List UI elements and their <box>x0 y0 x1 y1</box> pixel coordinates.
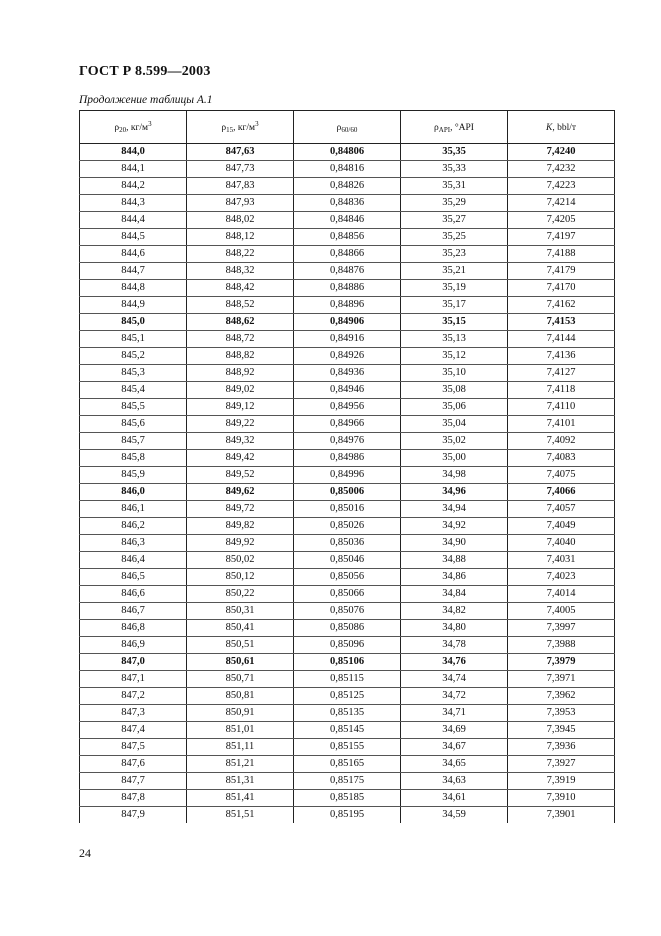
table-cell: 34,67 <box>401 739 508 756</box>
table-cell: 847,9 <box>80 807 187 824</box>
table-cell: 847,0 <box>80 654 187 671</box>
table-row <box>80 722 615 739</box>
table-cell: 0,85066 <box>294 586 401 603</box>
table-cell: 849,52 <box>187 467 294 484</box>
table-cell: 0,84956 <box>294 399 401 416</box>
table-cell: 849,82 <box>187 518 294 535</box>
table-cell: 844,8 <box>80 280 187 297</box>
column-header-rho6060: $\rho_{60/60}$ <box>294 111 401 144</box>
table-cell: 35,33 <box>401 161 508 178</box>
table-cell: 34,65 <box>401 756 508 773</box>
table-cell: 7,4092 <box>508 433 615 450</box>
table-cell: 7,4040 <box>508 535 615 552</box>
table-cell: 846,1 <box>80 501 187 518</box>
table-row <box>80 790 615 807</box>
page-number: 24 <box>79 846 91 860</box>
table-cell: 7,4162 <box>508 297 615 314</box>
table-cell: 35,12 <box>401 348 508 365</box>
table-cell: 7,3971 <box>508 671 615 688</box>
table-cell: 7,3910 <box>508 790 615 807</box>
table-cell: 7,4031 <box>508 552 615 569</box>
table-cell: 0,84896 <box>294 297 401 314</box>
table-cell: 35,10 <box>401 365 508 382</box>
table-cell: 845,4 <box>80 382 187 399</box>
table-cell: 848,32 <box>187 263 294 280</box>
table-cell: 35,19 <box>401 280 508 297</box>
table-cell: 7,3901 <box>508 807 615 824</box>
table-cell: 844,9 <box>80 297 187 314</box>
table-cell: 845,7 <box>80 433 187 450</box>
table-cell: 0,85175 <box>294 773 401 790</box>
table-cell: 35,31 <box>401 178 508 195</box>
table-cell: 35,02 <box>401 433 508 450</box>
table-cell: 0,85056 <box>294 569 401 586</box>
table-cell: 0,85106 <box>294 654 401 671</box>
table-cell: 849,12 <box>187 399 294 416</box>
table-cell: 848,22 <box>187 246 294 263</box>
table-row <box>80 756 615 773</box>
table-cell: 35,06 <box>401 399 508 416</box>
table-cell: 7,3945 <box>508 722 615 739</box>
table-cell: 847,4 <box>80 722 187 739</box>
table-cell: 0,84846 <box>294 212 401 229</box>
table-row <box>80 467 615 484</box>
table-cell: 7,4179 <box>508 263 615 280</box>
table-cell: 845,1 <box>80 331 187 348</box>
table-cell: 850,12 <box>187 569 294 586</box>
table-cell: 847,83 <box>187 178 294 195</box>
table-cell: 7,4153 <box>508 314 615 331</box>
table-cell: 7,4066 <box>508 484 615 501</box>
table-row <box>80 246 615 263</box>
table-cell: 35,27 <box>401 212 508 229</box>
table-row <box>80 501 615 518</box>
table-cell: 848,02 <box>187 212 294 229</box>
table-cell: 849,02 <box>187 382 294 399</box>
table-row <box>80 161 615 178</box>
table-cell: 845,3 <box>80 365 187 382</box>
table-cell: 7,3927 <box>508 756 615 773</box>
table-cell: 0,84816 <box>294 161 401 178</box>
table-cell: 7,3962 <box>508 688 615 705</box>
table-cell: 34,94 <box>401 501 508 518</box>
table-cell: 846,3 <box>80 535 187 552</box>
table-cell: 34,90 <box>401 535 508 552</box>
table-row <box>80 263 615 280</box>
table-row <box>80 229 615 246</box>
table-cell: 34,86 <box>401 569 508 586</box>
table-cell: 847,8 <box>80 790 187 807</box>
table-cell: 7,4101 <box>508 416 615 433</box>
table-cell: 847,73 <box>187 161 294 178</box>
table-cell: 34,61 <box>401 790 508 807</box>
table-cell: 0,85016 <box>294 501 401 518</box>
table-row <box>80 552 615 569</box>
table-cell: 34,72 <box>401 688 508 705</box>
table-cell: 35,35 <box>401 144 508 161</box>
table-cell: 34,74 <box>401 671 508 688</box>
table-cell: 850,51 <box>187 637 294 654</box>
document-id: ГОСТ Р 8.599—2003 <box>79 64 211 79</box>
table-row <box>80 382 615 399</box>
table-cell: 0,84856 <box>294 229 401 246</box>
table-cell: 845,0 <box>80 314 187 331</box>
table-cell: 846,8 <box>80 620 187 637</box>
column-header-rho15: $\rho_{15}$, $кг/м^3$ <box>187 111 294 144</box>
table-cell: 7,3919 <box>508 773 615 790</box>
table-cell: 34,76 <box>401 654 508 671</box>
table-cell: 847,7 <box>80 773 187 790</box>
table-cell: 7,4075 <box>508 467 615 484</box>
table-row <box>80 535 615 552</box>
table-cell: 35,08 <box>401 382 508 399</box>
table-cell: 0,84916 <box>294 331 401 348</box>
table-cell: 0,85195 <box>294 807 401 824</box>
table-cell: 34,82 <box>401 603 508 620</box>
table-cell: 848,42 <box>187 280 294 297</box>
table-cell: 0,84826 <box>294 178 401 195</box>
table-cell: 7,4188 <box>508 246 615 263</box>
table-cell: 851,11 <box>187 739 294 756</box>
table-cell: 34,98 <box>401 467 508 484</box>
table-cell: 850,22 <box>187 586 294 603</box>
table-cell: 0,85135 <box>294 705 401 722</box>
table-cell: 847,93 <box>187 195 294 212</box>
table-row <box>80 518 615 535</box>
table-cell: 844,2 <box>80 178 187 195</box>
table-cell: 846,4 <box>80 552 187 569</box>
table-cell: 851,21 <box>187 756 294 773</box>
table-cell: 35,17 <box>401 297 508 314</box>
table-cell: 7,4118 <box>508 382 615 399</box>
table-row <box>80 586 615 603</box>
table-row <box>80 416 615 433</box>
table-cell: 0,85096 <box>294 637 401 654</box>
table-cell: 844,1 <box>80 161 187 178</box>
table-cell: 0,84966 <box>294 416 401 433</box>
table-cell: 0,85036 <box>294 535 401 552</box>
table-cell: 846,2 <box>80 518 187 535</box>
table-cell: 851,31 <box>187 773 294 790</box>
table-row <box>80 178 615 195</box>
table-cell: 846,5 <box>80 569 187 586</box>
table-cell: 0,84946 <box>294 382 401 399</box>
table-cell: 7,3953 <box>508 705 615 722</box>
table-cell: 35,23 <box>401 246 508 263</box>
table-cell: 0,84906 <box>294 314 401 331</box>
table-cell: 0,85125 <box>294 688 401 705</box>
table-cell: 848,92 <box>187 365 294 382</box>
table-row <box>80 637 615 654</box>
table-cell: 35,21 <box>401 263 508 280</box>
table-cell: 7,4110 <box>508 399 615 416</box>
table-cell: 34,59 <box>401 807 508 824</box>
table-row <box>80 331 615 348</box>
table-cell: 7,4197 <box>508 229 615 246</box>
table-cell: 0,85185 <box>294 790 401 807</box>
table-cell: 0,84886 <box>294 280 401 297</box>
table-row <box>80 314 615 331</box>
table-cell: 849,32 <box>187 433 294 450</box>
table-cell: 35,04 <box>401 416 508 433</box>
table-cell: 846,0 <box>80 484 187 501</box>
table-cell: 848,82 <box>187 348 294 365</box>
table-cell: 34,71 <box>401 705 508 722</box>
table-row <box>80 688 615 705</box>
table-row <box>80 705 615 722</box>
column-header-k-bbl: K, bbl/т <box>508 111 615 144</box>
column-header-rho-api: $\rho_{API}$, °API <box>401 111 508 144</box>
table-row <box>80 433 615 450</box>
table-cell: 0,84866 <box>294 246 401 263</box>
table-row <box>80 603 615 620</box>
table-cell: 849,92 <box>187 535 294 552</box>
table-cell: 844,7 <box>80 263 187 280</box>
table-cell: 7,4023 <box>508 569 615 586</box>
table-cell: 847,63 <box>187 144 294 161</box>
table-cell: 7,3988 <box>508 637 615 654</box>
table-cell: 849,42 <box>187 450 294 467</box>
table-row <box>80 365 615 382</box>
table-row <box>80 450 615 467</box>
table-cell: 0,85006 <box>294 484 401 501</box>
table-cell: 850,81 <box>187 688 294 705</box>
table-cell: 845,2 <box>80 348 187 365</box>
table-cell: 7,4214 <box>508 195 615 212</box>
table-cell: 7,4223 <box>508 178 615 195</box>
table-row <box>80 484 615 501</box>
table-cell: 844,0 <box>80 144 187 161</box>
table-cell: 34,63 <box>401 773 508 790</box>
table-row <box>80 807 615 824</box>
table-cell: 0,84936 <box>294 365 401 382</box>
table-row <box>80 212 615 229</box>
table-cell: 847,5 <box>80 739 187 756</box>
table-row <box>80 297 615 314</box>
table-cell: 844,5 <box>80 229 187 246</box>
table-cell: 7,4170 <box>508 280 615 297</box>
table-cell: 0,85155 <box>294 739 401 756</box>
table-cell: 0,84996 <box>294 467 401 484</box>
table-cell: 846,6 <box>80 586 187 603</box>
table-cell: 7,4205 <box>508 212 615 229</box>
table-row <box>80 773 615 790</box>
table-cell: 35,00 <box>401 450 508 467</box>
table-cell: 7,4005 <box>508 603 615 620</box>
table-cell: 848,62 <box>187 314 294 331</box>
table-cell: 851,01 <box>187 722 294 739</box>
table-cell: 7,4240 <box>508 144 615 161</box>
table-cell: 845,6 <box>80 416 187 433</box>
table-cell: 34,92 <box>401 518 508 535</box>
table-cell: 7,4083 <box>508 450 615 467</box>
table-cell: 850,41 <box>187 620 294 637</box>
table-cell: 0,85046 <box>294 552 401 569</box>
table-cell: 35,15 <box>401 314 508 331</box>
table-header-row <box>80 111 615 144</box>
table-cell: 7,4127 <box>508 365 615 382</box>
table-cell: 846,9 <box>80 637 187 654</box>
table-cell: 7,3997 <box>508 620 615 637</box>
table-row <box>80 195 615 212</box>
density-table-container <box>79 110 614 823</box>
table-cell: 847,2 <box>80 688 187 705</box>
table-row <box>80 654 615 671</box>
table-cell: 7,4057 <box>508 501 615 518</box>
table-cell: 844,4 <box>80 212 187 229</box>
table-cell: 34,84 <box>401 586 508 603</box>
table-row <box>80 620 615 637</box>
table-row <box>80 739 615 756</box>
table-cell: 849,22 <box>187 416 294 433</box>
table-body <box>80 144 615 824</box>
table-cell: 848,52 <box>187 297 294 314</box>
table-cell: 34,96 <box>401 484 508 501</box>
table-cell: 848,12 <box>187 229 294 246</box>
table-cell: 847,3 <box>80 705 187 722</box>
table-cell: 34,80 <box>401 620 508 637</box>
table-cell: 850,71 <box>187 671 294 688</box>
table-cell: 34,69 <box>401 722 508 739</box>
column-header-rho20: $\rho_{20}$, $кг/м^3$ <box>80 111 187 144</box>
table-cell: 7,4014 <box>508 586 615 603</box>
table-cell: 0,85086 <box>294 620 401 637</box>
table-cell: 0,85165 <box>294 756 401 773</box>
table-cell: 0,85145 <box>294 722 401 739</box>
table-cell: 850,61 <box>187 654 294 671</box>
table-cell: 850,91 <box>187 705 294 722</box>
table-cell: 0,84986 <box>294 450 401 467</box>
table-cell: 34,88 <box>401 552 508 569</box>
density-table <box>79 110 615 823</box>
table-cell: 7,4144 <box>508 331 615 348</box>
table-cell: 851,41 <box>187 790 294 807</box>
table-cell: 849,62 <box>187 484 294 501</box>
table-cell: 845,5 <box>80 399 187 416</box>
table-row <box>80 671 615 688</box>
table-caption: Продолжение таблицы А.1 <box>79 94 213 106</box>
table-cell: 844,3 <box>80 195 187 212</box>
table-cell: 0,85026 <box>294 518 401 535</box>
table-cell: 0,85076 <box>294 603 401 620</box>
table-cell: 35,25 <box>401 229 508 246</box>
table-row <box>80 569 615 586</box>
table-cell: 845,9 <box>80 467 187 484</box>
table-cell: 7,3936 <box>508 739 615 756</box>
table-cell: 846,7 <box>80 603 187 620</box>
table-cell: 0,84836 <box>294 195 401 212</box>
table-cell: 7,3979 <box>508 654 615 671</box>
table-cell: 848,72 <box>187 331 294 348</box>
table-cell: 7,4136 <box>508 348 615 365</box>
table-row <box>80 144 615 161</box>
table-cell: 850,02 <box>187 552 294 569</box>
table-cell: 0,84876 <box>294 263 401 280</box>
table-cell: 34,78 <box>401 637 508 654</box>
table-cell: 35,29 <box>401 195 508 212</box>
table-cell: 849,72 <box>187 501 294 518</box>
table-cell: 0,84976 <box>294 433 401 450</box>
table-cell: 847,6 <box>80 756 187 773</box>
table-cell: 0,84926 <box>294 348 401 365</box>
table-row <box>80 399 615 416</box>
table-cell: 35,13 <box>401 331 508 348</box>
table-cell: 0,85115 <box>294 671 401 688</box>
table-cell: 850,31 <box>187 603 294 620</box>
table-cell: 844,6 <box>80 246 187 263</box>
table-cell: 7,4049 <box>508 518 615 535</box>
table-cell: 845,8 <box>80 450 187 467</box>
table-cell: 847,1 <box>80 671 187 688</box>
table-row <box>80 280 615 297</box>
table-cell: 0,84806 <box>294 144 401 161</box>
table-cell: 7,4232 <box>508 161 615 178</box>
table-cell: 851,51 <box>187 807 294 824</box>
table-row <box>80 348 615 365</box>
